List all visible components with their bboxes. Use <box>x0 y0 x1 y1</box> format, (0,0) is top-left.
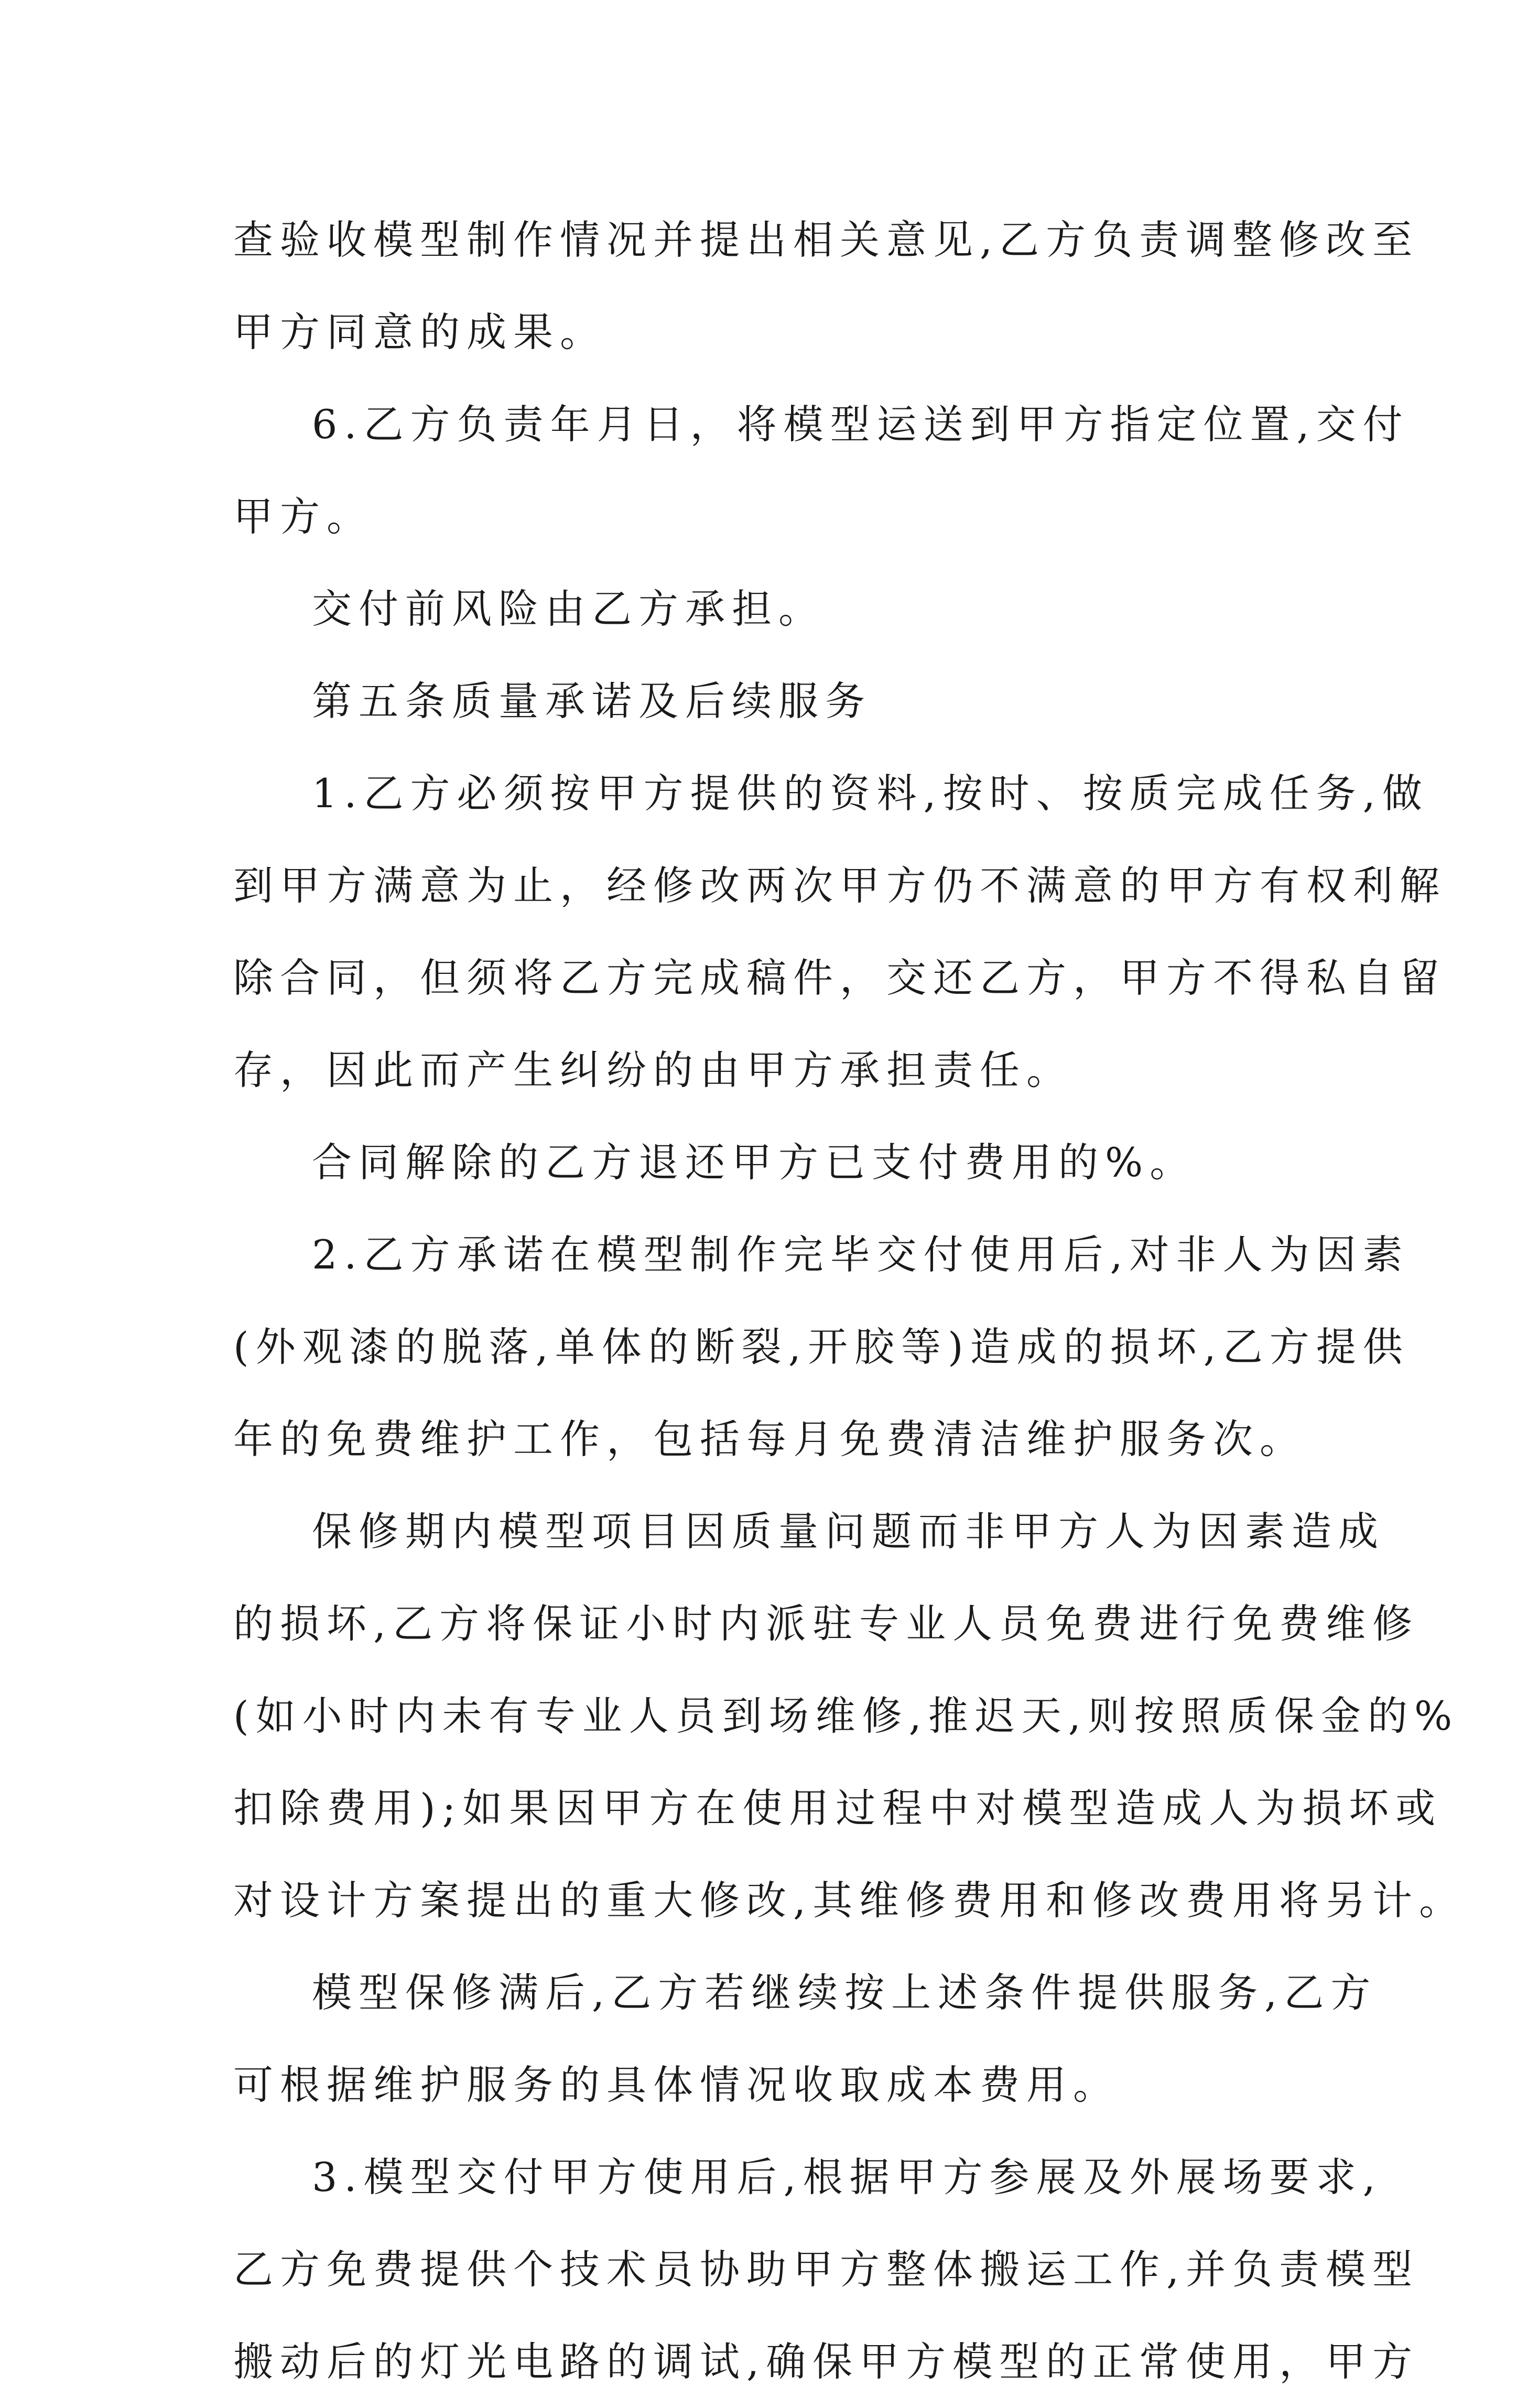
section-heading: 第五条质量承诺及后续服务 <box>312 678 872 724</box>
text-line: 到甲方满意为止，经修改两次甲方仍不满意的甲方有权利解 <box>233 862 1446 909</box>
text-line: 除合同，但须将乙方完成稿件，交还乙方，甲方不得私自留 <box>233 954 1446 1001</box>
text-line: 2.乙方承诺在模型制作完毕交付使用后,对非人为因素 <box>312 1231 1410 1278</box>
contract-text-body <box>233 194 1466 2408</box>
text-line: (如小时内未有专业人员到场维修,推迟天,则按照质保金的% <box>233 1693 1459 1739</box>
text-line: 模型保修满后,乙方若继续按上述条件提供服务,乙方 <box>312 1969 1378 2016</box>
text-line: 存，因此而产生纠纷的由甲方承担责任。 <box>233 1047 1073 1093</box>
text-line: 合同解除的乙方退还甲方已支付费用的%。 <box>312 1139 1197 1186</box>
text-line: 可根据维护服务的具体情况收取成本费用。 <box>233 2062 1120 2108</box>
text-line: 甲方同意的成果。 <box>233 309 606 355</box>
text-line: 1.乙方必须按甲方提供的资料,按时、按质完成任务,做 <box>312 770 1429 817</box>
text-line: 乙方免费提供个技术员协助甲方整体搬运工作,并负责模型 <box>233 2246 1420 2293</box>
text-line: 保修期内模型项目因质量问题而非甲方人为因素造成 <box>312 1508 1385 1555</box>
text-line: 查验收模型制作情况并提出相关意见,乙方负责调整修改至 <box>233 216 1420 263</box>
text-line: 扣除费用);如果因甲方在使用过程中对模型造成人为损坏或 <box>233 1785 1443 1831</box>
text-line: 搬动后的灯光电路的调试,确保甲方模型的正常使用，甲方 <box>233 2338 1420 2385</box>
text-line: 的损坏,乙方将保证小时内派驻专业人员免费进行免费维修 <box>233 1600 1420 1647</box>
text-line: 对设计方案提出的重大修改,其维修费用和修改费用将另计。 <box>233 1877 1466 1924</box>
text-line: (外观漆的脱落,单体的断裂,开胶等)造成的损坏,乙方提供 <box>233 1324 1410 1370</box>
text-line: 交付前风险由乙方承担。 <box>312 585 825 632</box>
text-line: 甲方。 <box>233 493 373 540</box>
text-line: 年的免费维护工作，包括每月免费清洁维护服务次。 <box>233 1416 1306 1462</box>
text-line: 6.乙方负责年月日，将模型运送到甲方指定位置,交付 <box>312 401 1410 448</box>
text-line: 3.模型交付甲方使用后,根据甲方参展及外展场要求, <box>312 2154 1382 2200</box>
